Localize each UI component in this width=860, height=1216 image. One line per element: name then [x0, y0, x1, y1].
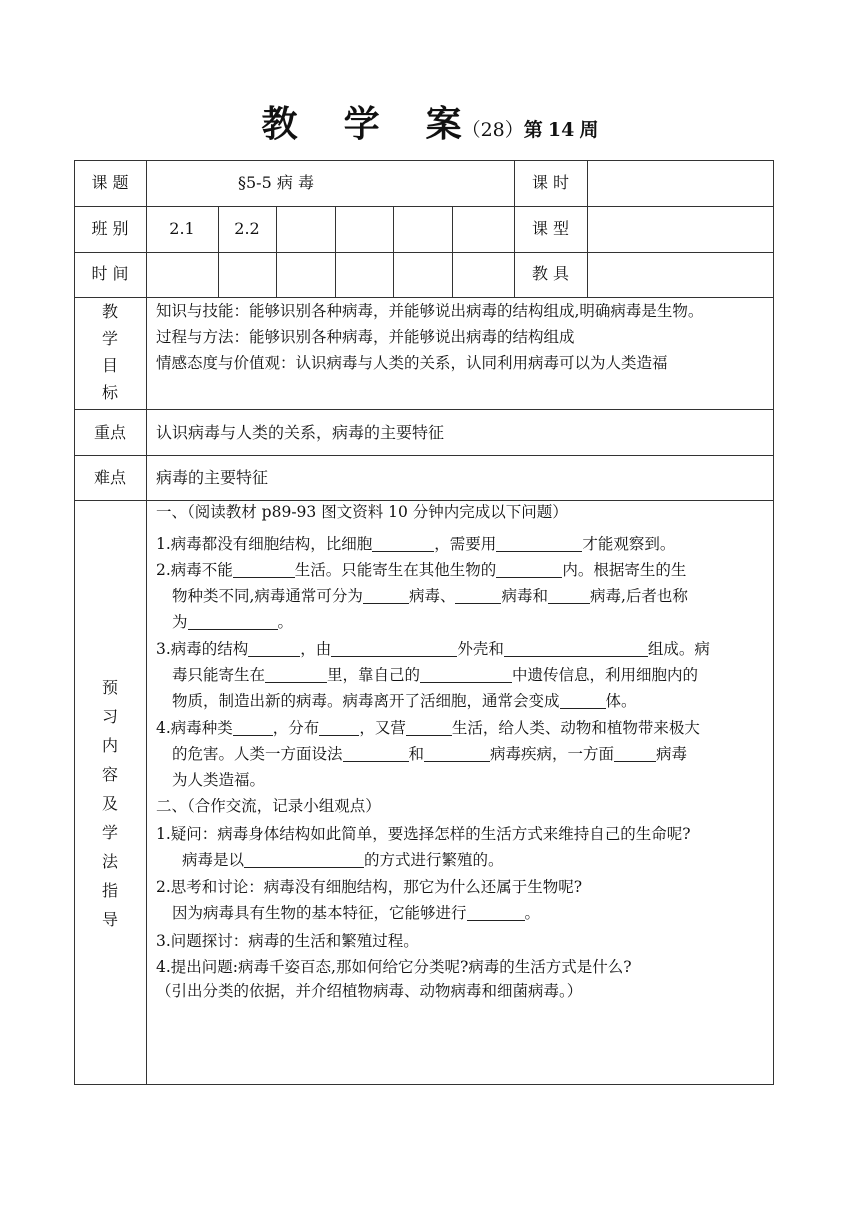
question-3-cont: 毒只能寄生在 里，靠自己的 中遗传信息，利用细胞内的	[172, 666, 699, 684]
class-value: 2.1	[169, 219, 195, 238]
discussion-1: 1.疑问：病毒身体结构如此简单，要选择怎样的生活方式来维持自己的生命呢?	[156, 825, 691, 843]
label-char: 习	[101, 707, 118, 726]
fill-blank[interactable]	[233, 717, 273, 736]
discussion-3: 3.问题探讨：病毒的生活和繁殖过程。	[156, 932, 419, 950]
fill-blank[interactable]	[467, 902, 525, 921]
class-value: 2.2	[234, 219, 260, 238]
fill-blank[interactable]	[248, 638, 300, 657]
fill-blank[interactable]	[420, 664, 512, 683]
title-char: 案	[425, 103, 462, 145]
fill-blank[interactable]	[233, 559, 295, 578]
col-divider	[452, 206, 453, 297]
fill-blank[interactable]	[188, 611, 278, 630]
week-prefix: 第	[523, 119, 543, 141]
label-char: 法	[101, 852, 118, 871]
difficulty-text: 病毒的主要特征	[156, 468, 269, 487]
label-char: 预	[101, 678, 118, 697]
fill-blank[interactable]	[496, 533, 582, 552]
fill-blank[interactable]	[406, 717, 452, 736]
week-number: 14	[547, 119, 575, 141]
fill-blank[interactable]	[265, 664, 327, 683]
row-divider	[74, 409, 774, 410]
objective-line: 情感态度与价值观：认识病毒与人类的关系，认同利用病毒可以为人类造福	[156, 354, 668, 372]
key-point-label: 重点	[93, 423, 126, 442]
label-char: 内	[101, 736, 118, 755]
week-suffix: 周	[579, 119, 599, 141]
class-label: 班 别	[91, 219, 129, 238]
section2-heading: 二、（合作交流，记录小组观点）	[156, 797, 381, 815]
col-divider	[146, 160, 147, 1085]
fill-blank[interactable]	[331, 638, 457, 657]
question-4-cont: 的危害。人类一方面设法 和 病毒疾病，一方面 病毒	[172, 745, 688, 763]
objective-line: 过程与方法：能够识别各种病毒，并能够说出病毒的结构组成	[156, 328, 575, 346]
fill-blank[interactable]	[560, 690, 606, 709]
section1-heading: 一、（阅读教材 p89-93 图文资料 10 分钟内完成以下问题）	[156, 503, 568, 521]
question-3: 3.病毒的结构 ，由 外壳和 组成。病	[156, 640, 710, 658]
tools-label: 教 具	[531, 264, 570, 283]
page-title	[0, 96, 860, 147]
fill-blank[interactable]	[614, 743, 656, 762]
discussion-2-answer: 因为病毒具有生物的基本特征，它能够进行 。	[172, 904, 541, 922]
objectives-content	[156, 298, 703, 376]
label-char: 及	[101, 794, 118, 813]
fill-blank[interactable]	[548, 585, 590, 604]
row-divider	[74, 252, 774, 253]
col-divider	[587, 160, 588, 297]
fill-blank[interactable]	[343, 743, 409, 762]
col-divider	[335, 206, 336, 297]
label-char: 学	[101, 329, 118, 348]
lesson-number: （28）	[461, 119, 524, 141]
label-char: 目	[101, 356, 118, 375]
question-4: 4.病毒种类 ，分布 ，又营 生活，给人类、动物和植物带来极大	[156, 719, 700, 737]
title-char: 学	[343, 103, 380, 145]
type-label: 课 型	[531, 219, 570, 238]
label-char: 教	[101, 302, 118, 321]
col-divider	[276, 206, 277, 297]
topic-label: 课 题	[91, 173, 129, 192]
difficulty-label: 难点	[93, 468, 126, 487]
period-label: 课 时	[531, 173, 570, 192]
fill-blank[interactable]	[496, 559, 562, 578]
question-2: 2.病毒不能 生活。只能寄生在其他生物的 内。根据寄生的生	[156, 561, 687, 579]
objectives-label	[74, 298, 146, 406]
question-2-cont: 为 。	[172, 613, 294, 631]
fill-blank[interactable]	[363, 585, 409, 604]
discussion-note: （引出分类的依据，并介绍植物病毒、动物病毒和细菌病毒。）	[156, 982, 583, 1000]
fill-blank[interactable]	[372, 533, 434, 552]
row-divider	[74, 206, 774, 207]
question-3-cont: 物质，制造出新的病毒。病毒离开了活细胞，通常会变成 体。	[172, 692, 637, 710]
key-point-text: 认识病毒与人类的关系，病毒的主要特征	[156, 423, 445, 442]
topic-value: §5-5 病 毒	[238, 173, 314, 192]
question-2-cont: 物种类不同,病毒通常可分为 病毒、 病毒和 病毒,后者也称	[172, 587, 688, 605]
label-char: 标	[101, 383, 118, 402]
preview-label	[74, 673, 146, 934]
fill-blank[interactable]	[244, 849, 364, 868]
label-char: 指	[101, 881, 118, 900]
label-char: 容	[101, 765, 118, 784]
fill-blank[interactable]	[319, 717, 359, 736]
objective-line: 知识与技能：能够识别各种病毒，并能够说出病毒的结构组成,明确病毒是生物。	[156, 302, 704, 320]
fill-blank[interactable]	[455, 585, 501, 604]
title-char: 教	[261, 103, 298, 145]
discussion-1-answer: 病毒是以 的方式进行繁殖的。	[182, 851, 504, 869]
row-divider	[74, 455, 774, 456]
fill-blank[interactable]	[504, 638, 648, 657]
question-1: 1.病毒都没有细胞结构，比细胞 ，需要用 才能观察到。	[156, 535, 676, 553]
discussion-4: 4.提出问题:病毒千姿百态,那如何给它分类呢?病毒的生活方式是什么?	[156, 958, 632, 976]
label-char: 学	[101, 823, 118, 842]
discussion-2: 2.思考和讨论：病毒没有细胞结构，那它为什么还属于生物呢?	[156, 878, 583, 896]
question-4-cont: 为人类造福。	[172, 771, 266, 789]
col-divider	[393, 206, 394, 297]
label-char: 导	[101, 910, 118, 929]
time-label: 时 间	[91, 264, 129, 283]
fill-blank[interactable]	[424, 743, 490, 762]
